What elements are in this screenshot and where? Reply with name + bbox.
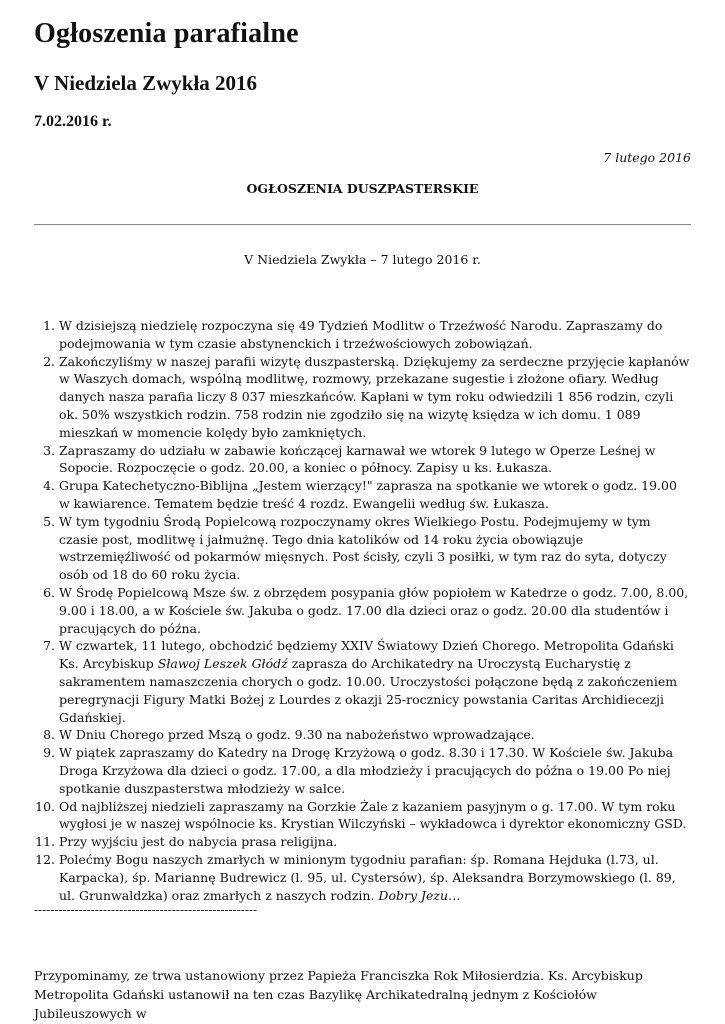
intro-line: V Niedziela Zwykła – 7 lutego 2016 r. bbox=[244, 252, 481, 267]
list-item: 11. Przy wyjściu jest do nabycia prasa religijna. bbox=[59, 833, 691, 851]
list-item: 12. Polećmy Bogu naszych zmarłych w minionym tygodniu parafian: śp. Romana Hejduka (l.73, ul. Karpacka), śp. Mariannę Budrewicz (l. 95, ul. Cystersów), śp. Aleksandra Borzymowskiego (l. 89, ul. Grunwaldzka) oraz zmarłych z naszych rodzin. Dobry Jezu… bbox=[59, 851, 691, 904]
list-item: 6. W Środę Popielcową Msze św. z obrzędem posypania głów popiołem w Katedrze o godz. 7.00, 8.00, 9.00 i 18.00, a w Kościele św. Jakuba o godz. 17.00 dla dzieci oraz o godz. 20.00 dla studentów i pracujących do późna. bbox=[59, 584, 691, 637]
list-item: 8. W Dniu Chorego przed Mszą o godz. 9.30 na nabożeństwo wprowadzające. bbox=[59, 726, 691, 744]
list-item: 7. W czwartek, 11 lutego, obchodzić będziemy XXIV Światowy Dzień Chorego. Metropolita Gdański Ks. Arcybiskup Sławoj Leszek Głódź zaprasza do Archikatedry na Uroczystą Eucharystię z sakramentem namaszczenia chorych o godz. 10.00. Uroczystości połączone będą z zakończeniem peregrynacji Figury Matki Bożej z Lourdes z okazji 25-rocznicy powstania Caritas Archidiecezji Gdańskiej. bbox=[59, 637, 691, 726]
dashed-divider: ------------------------------------------------------- bbox=[34, 903, 258, 917]
list-item: 1. W dzisiejszą niedzielę rozpoczyna się 49 Tydzień Modlitw o Trzeźwość Narodu. Zapraszamy do podejmowania w tym czasie abstynenckich i trzeźwościowych zobowiązań. bbox=[59, 317, 691, 353]
list-item: 5. W tym tygodniu Środą Popielcową rozpoczynamy okres Wielkiego Postu. Podejmujemy w tym czasie post, modlitwę i jałmużnę. Tego dnia katolików od 14 roku życia obowiązuje wstrzemięźliwość od pokarmów mięsnych. Post ścisły, czyli 3 posiłki, w tym raz do syta, dotyczy osób od 18 do 60 roku życia. bbox=[59, 513, 691, 584]
announcement-list bbox=[34, 317, 691, 904]
footer-paragraph: Przypominamy, ze trwa ustanowiony przez Papieża Franciszka Rok Miłosierdzia. Ks. Arcybiskup Metropolita Gdański ustanowił na ten czas Bazylikę Archikatedralną jednym z Kościołów Jubileuszowych w bbox=[34, 968, 643, 1021]
section-title: OGŁOSZENIA DUSZPASTERSKIE bbox=[246, 181, 479, 196]
page-title: Ogłoszenia parafialne bbox=[34, 18, 299, 49]
page-date: 7.02.2016 r. bbox=[34, 113, 112, 130]
list-item: 2. Zakończyliśmy w naszej parafii wizytę duszpasterską. Dziękujemy za serdeczne przyjęcie kapłanów w Waszych domach, wspólną modlitwę, rozmowy, przekazane sugestie i złożone ofiary. Według danych nasza parafia liczy 8 037 mieszkańców. Kapłani w tym roku odwiedzili 1 856 rodzin, czyli ok. 50% wszystkich rodzin. 758 rodzin nie zgodziło się na wizytę księdza w ich domu. 1 089 mieszkań w momencie kolędy było zamkniętych. bbox=[59, 353, 691, 442]
list-item: 4. Grupa Katechetyczno-Biblijna „Jestem wierzący!" zaprasza na spotkanie we wtorek o godz. 19.00 w kawiarence. Tematem będzie treść 4 rozdz. Ewangelii według św. Łukasza. bbox=[59, 477, 691, 513]
page-subtitle: V Niedziela Zwykła 2016 bbox=[34, 71, 258, 95]
list-item: 10. Od najbliższej niedzieli zapraszamy na Gorzkie Żale z kazaniem pasyjnym o g. 17.00. W tym roku wygłosi je w naszej wspólnocie ks. Krystian Wilczyński – wykładowca i dyrektor ekonomiczny GSD. bbox=[59, 798, 691, 834]
list-item: 9. W piątek zapraszamy do Katedry na Drogę Krzyżową o godz. 8.30 i 17.30. W Kościele św. Jakuba Droga Krzyżowa dla dzieci o godz. 17.00, a dla młodzieży i pracujących do późna o 19.00 Po niej spotkanie duszpasterstwa młodzieży w salce. bbox=[59, 744, 691, 797]
bishop-name: Sławoj Leszek Głódź bbox=[157, 656, 288, 672]
list-item: 3. Zapraszamy do udziału w zabawie kończącej karnawał we wtorek 9 lutego w Operze Leśnej w Sopocie. Rozpoczęcie o godz. 20.00, a koniec o północy. Zapisy u ks. Łukasza. bbox=[59, 442, 691, 478]
horizontal-divider bbox=[34, 224, 691, 225]
date-right: 7 lutego 2016 bbox=[603, 150, 691, 165]
prayer-phrase: Dobry Jezu… bbox=[378, 887, 461, 903]
